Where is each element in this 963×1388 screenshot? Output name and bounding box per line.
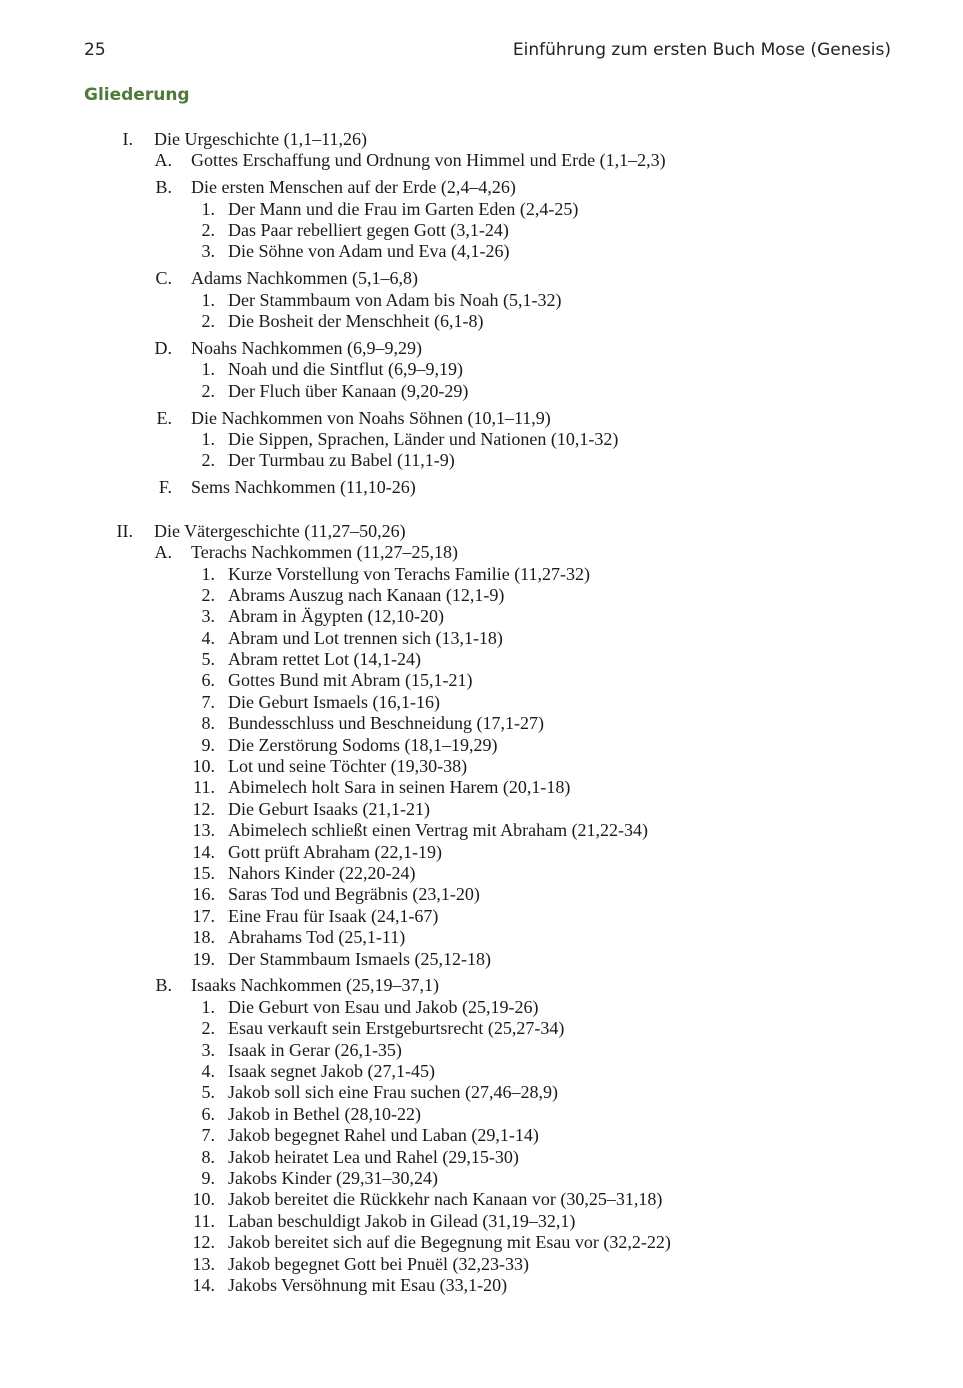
outline-item-number: 9. xyxy=(201,1167,215,1188)
outline-item xyxy=(0,1147,963,1168)
outline-item xyxy=(0,1275,963,1296)
running-title: Einführung zum ersten Buch Mose (Genesis) xyxy=(512,40,891,60)
outline-item-number: 11. xyxy=(193,1210,215,1231)
outline-section-number: E. xyxy=(156,407,172,428)
outline-item-number: 2. xyxy=(201,584,215,605)
outline-section-title: Die Nachkommen von Noahs Söhnen (10,1–11,9) xyxy=(191,407,551,428)
outline-item xyxy=(0,199,963,220)
outline-item-title: Isaak in Gerar (26,1-35) xyxy=(228,1039,402,1060)
outline-item xyxy=(0,997,963,1018)
outline xyxy=(0,129,963,1296)
outline-item xyxy=(0,777,963,798)
outline-item-title: Abram und Lot trennen sich (13,1-18) xyxy=(228,627,503,648)
outline-item-title: Esau verkauft sein Erstgeburtsrecht (25,27-34) xyxy=(228,1018,565,1039)
outline-item-title: Die Zerstörung Sodoms (18,1–19,29) xyxy=(228,734,498,755)
outline-item-number: 8. xyxy=(201,713,215,734)
outline-item-number: 14. xyxy=(192,841,215,862)
outline-section xyxy=(0,975,963,996)
outline-item xyxy=(0,1061,963,1082)
outline-section-number: D. xyxy=(154,338,172,359)
outline-item-number: 2. xyxy=(201,311,215,332)
outline-item-title: Die Geburt Ismaels (16,1-16) xyxy=(228,691,440,712)
outline-item-title: Isaak segnet Jakob (27,1-45) xyxy=(228,1061,435,1082)
outline-part xyxy=(0,521,963,542)
outline-item-number: 8. xyxy=(201,1146,215,1167)
outline-section-number: A. xyxy=(154,542,172,563)
outline-item-title: Jakobs Kinder (29,31–30,24) xyxy=(228,1167,438,1188)
outline-item xyxy=(0,692,963,713)
outline-item-title: Abimelech schließt einen Vertrag mit Abraham (21,22-34) xyxy=(228,820,649,841)
outline-item xyxy=(0,842,963,863)
outline-item xyxy=(0,450,963,471)
outline-section-title: Isaaks Nachkommen (25,19–37,1) xyxy=(191,975,439,996)
outline-item-title: Abimelech holt Sara in seinen Harem (20,1-18) xyxy=(228,777,571,798)
outline-item xyxy=(0,628,963,649)
outline-part-number: I. xyxy=(122,129,133,149)
outline-item xyxy=(0,863,963,884)
outline-item xyxy=(0,927,963,948)
outline-item-number: 9. xyxy=(201,734,215,755)
outline-item-title: Jakob bereitet sich auf die Begegnung mit Esau vor (32,2-22) xyxy=(228,1232,671,1253)
outline-item-title: Eine Frau für Isaak (24,1-67) xyxy=(228,905,439,926)
outline-item xyxy=(0,359,963,380)
outline-item-title: Abram in Ägypten (12,10-20) xyxy=(228,606,444,627)
outline-item-title: Jakob bereitet die Rückkehr nach Kanaan vor (30,25–31,18) xyxy=(228,1189,663,1210)
outline-item-number: 11. xyxy=(193,777,215,798)
page-number: 25 xyxy=(84,40,106,60)
outline-section-title: Terachs Nachkommen (11,27–25,18) xyxy=(191,542,458,563)
outline-item xyxy=(0,1211,963,1232)
outline-item-title: Noah und die Sintflut (6,9–9,19) xyxy=(228,359,463,380)
outline-item-number: 1. xyxy=(201,289,215,310)
outline-item-number: 1. xyxy=(201,429,215,450)
outline-item-number: 3. xyxy=(201,241,215,262)
outline-item-number: 6. xyxy=(201,1103,215,1124)
outline-item-number: 3. xyxy=(201,606,215,627)
outline-item-number: 5. xyxy=(201,1082,215,1103)
outline-item-title: Jakob heiratet Lea und Rahel (29,15-30) xyxy=(228,1146,519,1167)
outline-item-title: Gottes Bund mit Abram (15,1-21) xyxy=(228,670,473,691)
outline-item-title: Gott prüft Abraham (22,1-19) xyxy=(228,841,442,862)
page-header xyxy=(84,40,891,66)
outline-item-title: Der Mann und die Frau im Garten Eden (2,4-25) xyxy=(228,198,579,219)
outline-item xyxy=(0,713,963,734)
section-heading: Gliederung xyxy=(84,85,190,105)
outline-item-number: 17. xyxy=(192,905,215,926)
outline-item-title: Abrahams Tod (25,1-11) xyxy=(228,927,406,948)
outline-item xyxy=(0,381,963,402)
outline-item xyxy=(0,649,963,670)
outline-item xyxy=(0,1104,963,1125)
outline-section xyxy=(0,177,963,198)
outline-item-title: Die Söhne von Adam und Eva (4,1-26) xyxy=(228,241,510,262)
outline-item-number: 18. xyxy=(192,927,215,948)
outline-item-number: 10. xyxy=(192,1189,215,1210)
outline-item-title: Jakob in Bethel (28,10-22) xyxy=(228,1103,421,1124)
outline-part-title: Die Urgeschichte (1,1–11,26) xyxy=(154,129,367,149)
outline-item-title: Der Stammbaum von Adam bis Noah (5,1-32) xyxy=(228,289,562,310)
outline-part xyxy=(0,129,963,150)
outline-item-number: 14. xyxy=(192,1274,215,1295)
outline-item-title: Lot und seine Töchter (19,30-38) xyxy=(228,756,468,777)
outline-item-number: 10. xyxy=(192,756,215,777)
outline-item xyxy=(0,1125,963,1146)
outline-item-title: Abram rettet Lot (14,1-24) xyxy=(228,649,421,670)
outline-section-title: Die ersten Menschen auf der Erde (2,4–4,26) xyxy=(191,177,516,198)
outline-part-title: Die Vätergeschichte (11,27–50,26) xyxy=(154,520,406,541)
outline-item-title: Der Fluch über Kanaan (9,20-29) xyxy=(228,380,469,401)
outline-item xyxy=(0,884,963,905)
outline-item-number: 2. xyxy=(201,220,215,241)
outline-item-title: Abrams Auszug nach Kanaan (12,1-9) xyxy=(228,584,505,605)
outline-item xyxy=(0,606,963,627)
outline-item-number: 6. xyxy=(201,670,215,691)
outline-item-number: 5. xyxy=(201,649,215,670)
outline-item-title: Jakob soll sich eine Frau suchen (27,46–28,9) xyxy=(228,1082,558,1103)
outline-item xyxy=(0,585,963,606)
outline-item-title: Saras Tod und Begräbnis (23,1-20) xyxy=(228,884,480,905)
outline-item-number: 1. xyxy=(201,198,215,219)
spacer xyxy=(0,499,963,521)
outline-item-title: Jakob begegnet Gott bei Pnuël (32,23-33) xyxy=(228,1253,529,1274)
outline-item xyxy=(0,290,963,311)
outline-item xyxy=(0,1168,963,1189)
outline-item-title: Die Geburt von Esau und Jakob (25,19-26) xyxy=(228,996,539,1017)
outline-item xyxy=(0,799,963,820)
outline-section-number: C. xyxy=(155,268,172,289)
outline-item-number: 2. xyxy=(201,450,215,471)
outline-item-number: 7. xyxy=(201,691,215,712)
outline-item-title: Nahors Kinder (22,20-24) xyxy=(228,863,416,883)
outline-item-title: Der Stammbaum Ismaels (25,12-18) xyxy=(228,948,491,969)
outline-section xyxy=(0,542,963,563)
outline-item-number: 3. xyxy=(201,1039,215,1060)
outline-item xyxy=(0,1018,963,1039)
outline-section xyxy=(0,477,963,498)
outline-section xyxy=(0,268,963,289)
outline-section-title: Adams Nachkommen (5,1–6,8) xyxy=(191,268,418,289)
outline-section-title: Noahs Nachkommen (6,9–9,29) xyxy=(191,338,422,359)
outline-item-title: Jakobs Versöhnung mit Esau (33,1-20) xyxy=(228,1274,508,1295)
outline-item-title: Kurze Vorstellung von Terachs Familie (11,27-32) xyxy=(228,563,591,584)
outline-item-number: 16. xyxy=(192,884,215,905)
outline-item xyxy=(0,906,963,927)
outline-item-title: Bundesschluss und Beschneidung (17,1-27) xyxy=(228,713,544,734)
outline-item xyxy=(0,1082,963,1103)
outline-item-number: 1. xyxy=(201,996,215,1017)
outline-section-number: F. xyxy=(158,477,172,498)
outline-item xyxy=(0,1232,963,1253)
outline-item xyxy=(0,429,963,450)
outline-item xyxy=(0,220,963,241)
outline-item-number: 13. xyxy=(192,820,215,841)
outline-item-number: 19. xyxy=(192,948,215,969)
outline-item xyxy=(0,670,963,691)
outline-item xyxy=(0,1254,963,1275)
outline-item-number: 1. xyxy=(201,563,215,584)
outline-item-number: 13. xyxy=(192,1253,215,1274)
outline-item-title: Der Turmbau zu Babel (11,1-9) xyxy=(228,450,455,471)
outline-item xyxy=(0,949,963,970)
outline-item-title: Die Bosheit der Menschheit (6,1-8) xyxy=(228,311,484,332)
outline-part-number: II. xyxy=(116,520,133,541)
outline-item xyxy=(0,735,963,756)
outline-item-number: 12. xyxy=(192,798,215,819)
outline-item xyxy=(0,1189,963,1210)
outline-section-number: B. xyxy=(155,975,172,996)
outline-item-number: 4. xyxy=(201,1061,215,1082)
outline-section-title: Sems Nachkommen (11,10-26) xyxy=(191,477,416,498)
outline-item-title: Jakob begegnet Rahel und Laban (29,1-14) xyxy=(228,1125,539,1146)
outline-item-number: 2. xyxy=(201,1018,215,1039)
outline-section-title: Gottes Erschaffung und Ordnung von Himmel und Erde (1,1–2,3) xyxy=(191,150,666,171)
outline-item-title: Die Geburt Isaaks (21,1-21) xyxy=(228,798,430,819)
outline-item xyxy=(0,564,963,585)
outline-section xyxy=(0,408,963,429)
outline-section-number: A. xyxy=(154,150,172,171)
outline-item-number: 4. xyxy=(201,627,215,648)
outline-item-number: 15. xyxy=(192,863,215,883)
outline-section xyxy=(0,150,963,171)
outline-section-number: B. xyxy=(155,177,172,198)
outline-item xyxy=(0,820,963,841)
outline-section xyxy=(0,338,963,359)
outline-item-number: 1. xyxy=(201,359,215,380)
outline-item-number: 12. xyxy=(192,1232,215,1253)
outline-item-title: Das Paar rebelliert gegen Gott (3,1-24) xyxy=(228,220,509,241)
outline-item-number: 2. xyxy=(201,380,215,401)
outline-item-title: Die Sippen, Sprachen, Länder und Nationen (10,1-32) xyxy=(228,429,619,450)
outline-item xyxy=(0,241,963,262)
outline-item-number: 7. xyxy=(201,1125,215,1146)
outline-item xyxy=(0,1040,963,1061)
outline-item-title: Laban beschuldigt Jakob in Gilead (31,19–32,1) xyxy=(228,1210,576,1231)
outline-item xyxy=(0,756,963,777)
outline-item xyxy=(0,311,963,332)
